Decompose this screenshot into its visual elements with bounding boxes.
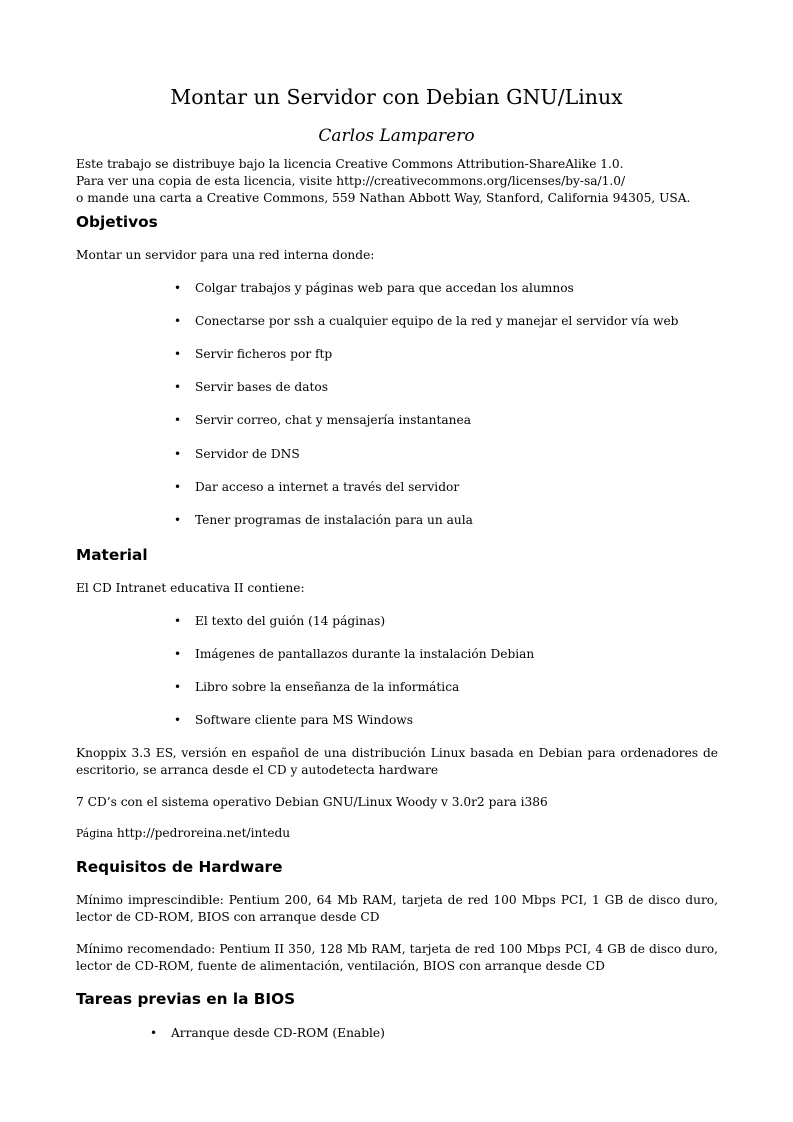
bullet: • — [174, 281, 182, 295]
objetivos-intro: Montar un servidor para una red interna donde: — [76, 248, 375, 262]
license-line: Para ver una copia de esta licencia, visite http://creativecommons.org/licenses/by-sa/1.0/ — [76, 174, 626, 188]
heading-bios: Tareas previas en la BIOS — [76, 990, 296, 1008]
heading-material: Material — [76, 546, 148, 564]
bullet: • — [174, 447, 182, 461]
page-url: http://pedroreina.net/intedu — [116, 826, 291, 840]
list-item-text: Servidor de DNS — [195, 447, 300, 461]
list-item-text: Servir correo, chat y mensajería instantanea — [195, 413, 471, 427]
heading-requisitos: Requisitos de Hardware — [76, 858, 283, 876]
license-line: Este trabajo se distribuye bajo la licencia Creative Commons Attribution-ShareAlike 1.0. — [76, 157, 624, 171]
list-item — [174, 379, 328, 395]
bullet: • — [174, 413, 182, 427]
cds-paragraph: 7 CD’s con el sistema operativo Debian GNU/Linux Woody v 3.0r2 para i386 — [76, 795, 548, 809]
requisitos-recomendado: Mínimo recomendado: Pentium II 350, 128 Mb RAM, tarjeta de red 100 Mbps PCI, 4 GB de disco duro, lector de CD-ROM, fuente de alimentación, ventilación, BIOS con arranque desde CD — [76, 942, 718, 973]
license-line: o mande una carta a Creative Commons, 559 Nathan Abbott Way, Stanford, California 94305, USA. — [76, 191, 691, 205]
license-notice — [76, 156, 736, 207]
bullet: • — [174, 713, 182, 727]
bullet: • — [174, 380, 182, 394]
requisitos-minimo: Mínimo imprescindible: Pentium 200, 64 Mb RAM, tarjeta de red 100 Mbps PCI, 1 GB de disco duro, lector de CD-ROM, BIOS con arranque desde CD — [76, 893, 718, 924]
list-item — [150, 1025, 385, 1041]
heading-objetivos: Objetivos — [76, 213, 158, 231]
list-item-text: Servir bases de datos — [195, 380, 328, 394]
list-item-text: El texto del guión (14 páginas) — [195, 614, 386, 628]
document-author: Carlos Lamparero — [318, 126, 475, 146]
list-item — [174, 712, 413, 728]
material-intro: El CD Intranet educativa II contiene: — [76, 581, 305, 595]
list-item — [174, 613, 386, 629]
list-item — [174, 346, 333, 362]
bullet: • — [174, 680, 182, 694]
list-item — [174, 679, 460, 695]
list-item-text: Software cliente para MS Windows — [195, 713, 413, 727]
bullet: • — [174, 480, 182, 494]
page-link-paragraph — [76, 825, 718, 843]
bullet: • — [174, 314, 182, 328]
document-title: Montar un Servidor con Debian GNU/Linux — [170, 85, 623, 109]
list-item-text: Libro sobre la enseñanza de la informática — [195, 680, 460, 694]
list-item-text: Imágenes de pantallazos durante la instalación Debian — [195, 647, 535, 661]
list-item-text: Servir ficheros por ftp — [195, 347, 333, 361]
knoppix-paragraph: Knoppix 3.3 ES, versión en español de una distribución Linux basada en Debian para ordenadores de escritorio, se arranca desde el CD y autodetecta hardware — [76, 746, 718, 777]
bullet: • — [150, 1026, 158, 1040]
bullet: • — [174, 647, 182, 661]
list-item — [174, 313, 679, 329]
list-item-text: Colgar trabajos y páginas web para que accedan los alumnos — [195, 281, 574, 295]
list-item — [174, 446, 300, 462]
list-item-text: Dar acceso a internet a través del servidor — [195, 480, 460, 494]
list-item — [174, 412, 471, 428]
list-item-text: Tener programas de instalación para un aula — [195, 513, 473, 527]
list-item — [174, 479, 460, 495]
list-item-text: Conectarse por ssh a cualquier equipo de la red y manejar el servidor vía web — [195, 314, 679, 328]
list-item — [174, 512, 473, 528]
list-item — [174, 280, 574, 296]
bullet: • — [174, 513, 182, 527]
bullet: • — [174, 347, 182, 361]
bullet: • — [174, 614, 182, 628]
page-prefix: Página — [76, 827, 113, 840]
list-item-text: Arranque desde CD-ROM (Enable) — [171, 1026, 385, 1040]
list-item — [174, 646, 535, 662]
